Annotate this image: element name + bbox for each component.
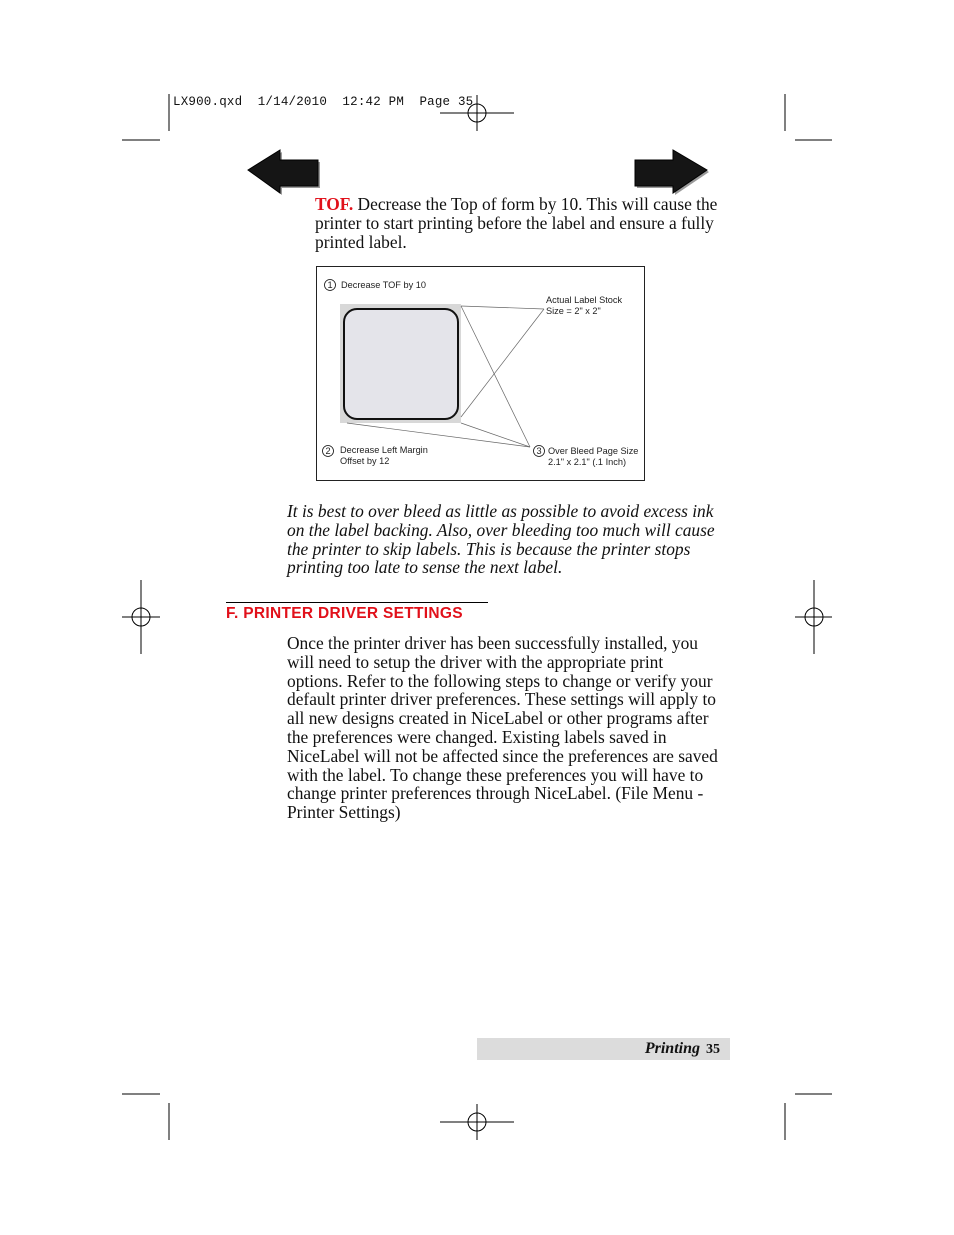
stock-size-line1: Actual Label Stock (546, 295, 623, 305)
callout-2-line2: Offset by 12 (340, 456, 390, 466)
page-footer (477, 1038, 730, 1060)
footer-section: Printing (644, 1040, 700, 1057)
over-bleed-note: It is best to over bleed as little as possible to avoid excess ink on the label backing. Also, over bleeding too much will cause the printer to skip labels. This is because the printer stops printing too late to sense the next label. (287, 501, 715, 578)
registration-target-top (440, 95, 514, 131)
section-title: PRINTER DRIVER SETTINGS (243, 605, 463, 622)
section-letter: F. (226, 605, 239, 622)
registration-target-bottom (440, 1104, 514, 1140)
page-number: 35 (706, 1042, 720, 1057)
footer-label (645, 1038, 730, 1060)
over-bleed-diagram (316, 266, 645, 481)
callout-3-line2: 2.1" x 2.1" (.1 Inch) (548, 457, 627, 467)
callout-1-number: 1 (327, 280, 333, 290)
callout-3-number: 3 (536, 446, 542, 456)
registration-target-left (122, 580, 160, 654)
section-rule (226, 602, 488, 603)
registration-target-right (795, 580, 832, 654)
tof-paragraph (315, 195, 725, 251)
print-slug: LX900.qxd 1/14/2010 12:42 PM Page 35 (173, 95, 474, 109)
tof-label: TOF. (315, 194, 354, 214)
stock-size-line2: Size = 2" x 2" (546, 306, 601, 316)
arrow-right-icon[interactable] (633, 148, 711, 196)
tof-text: Decrease the Top of form by 10. This will cause the printer to start printing before the label and ensure a fully printed label. (315, 194, 718, 252)
callout-2-number: 2 (325, 446, 331, 456)
callout-2-line1: Decrease Left Margin (340, 445, 428, 455)
callout-1-text: Decrease TOF by 10 (341, 280, 426, 290)
arrow-left-icon[interactable] (246, 148, 324, 196)
driver-settings-paragraph: Once the printer driver has been successfully installed, you will need to setup the driver with the appropriate print options. Refer to the following steps to change or verify your default printer driver preferences. These settings will apply to all new designs created in NiceLabel or other programs after the preferences were changed. Existing labels saved in NiceLabel will not be affected since the preferences are saved with the label. To change these preferences you will have to change printer preferences through NiceLabel. (File Menu - Printer Settings) (287, 633, 718, 823)
section-heading (226, 605, 463, 623)
callout-3-line1: Over Bleed Page Size (548, 446, 639, 456)
